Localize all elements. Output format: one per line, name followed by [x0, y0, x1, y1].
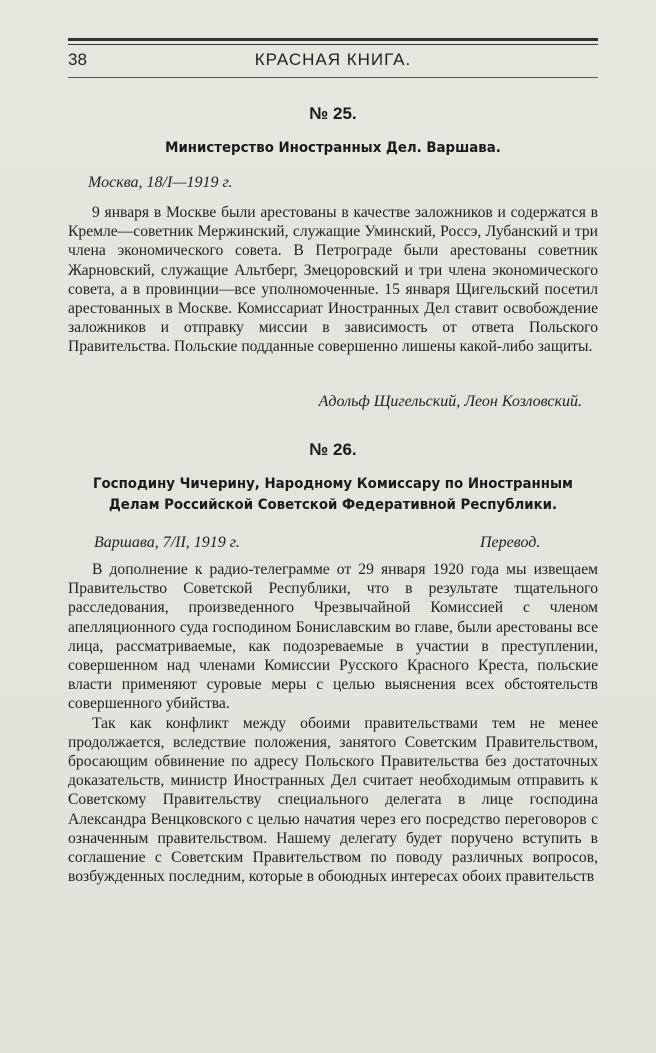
- header-rule-thick: [68, 38, 598, 41]
- page-number: 38: [68, 50, 87, 69]
- heading-line: Делам Российской Советской Федеративной Республики.: [108, 497, 558, 513]
- dateline: Москва, 18/I—1919 г.: [88, 174, 233, 191]
- paragraph: Так как конфликт между обоими правительствами тем не менее продолжается, вследствие положения, занятого Советским Правительством, бросающим обвинение по адресу Польского Правительства без достаточных доказательств, министр Иностранных Дел считает необходимым отправить к Советскому Правительству специального делегата в лице господина Александра Венцковского с целью начатия через его посредство переговоров с означенным правительством. Нашему делегату будет поручено вступить в соглашение с Советским Правительством по поводу различных вопросов, возбужденных последним, которые в обоюдных интересах обоих правительств: [68, 714, 598, 886]
- signature: Адольф Щигельский, Леон Козловский.: [318, 393, 582, 410]
- running-title: КРАСНАЯ КНИГА.: [254, 50, 412, 69]
- heading-line: Господину Чичерину, Народному Комиссару по Иностранным: [93, 476, 573, 492]
- document-body: [68, 560, 598, 886]
- document-heading: Министерство Иностранных Дел. Варшава.: [165, 140, 501, 156]
- document-body: [68, 203, 598, 357]
- translation-note: Перевод.: [480, 534, 541, 551]
- header-rule-thin: [68, 44, 598, 45]
- paragraph: В дополнение к радио-телеграмме от 29 января 1920 года мы извещаем Правительство Советской Республики, что в результате тщательного расследования, произведенного Чрезвычайной Комиссией с членом апелляционного суда господином Бониславским во главе, были арестованы все лица, рассматриваемые, как подозреваемые в участии в преступлении, совершенном над членами Комиссии Русского Красного Креста, польские власти применяют суровые меры с целью выяснения всех обстоятельств совершенного убийства.: [68, 561, 598, 713]
- paragraph: 9 января в Москве были арестованы в качестве заложников и содержатся в Кремле—советник Мержинский, служащие Уминский, Россэ, Лубанский и три члена экономического совета. В Петрограде были арестованы советник Жарновский, служащие Альтберг, Змецоровский и три члена экономического совета, а в провинции—все уполномоченные. 15 января Щигельский посетил арестованных в Москве. Комиссариат Иностранных Дел ставит освобождение заложников и отправку миссии в зависимость от ответа Польского Правительства. Польские подданные совершенно лишены какой-либо защиты.: [68, 204, 598, 356]
- dateline: Варшава, 7/II, 1919 г.: [94, 534, 240, 551]
- document-number: № 25.: [309, 104, 357, 123]
- document-heading: [89, 474, 577, 516]
- header-underline: [68, 77, 598, 78]
- document-number: № 26.: [309, 440, 357, 459]
